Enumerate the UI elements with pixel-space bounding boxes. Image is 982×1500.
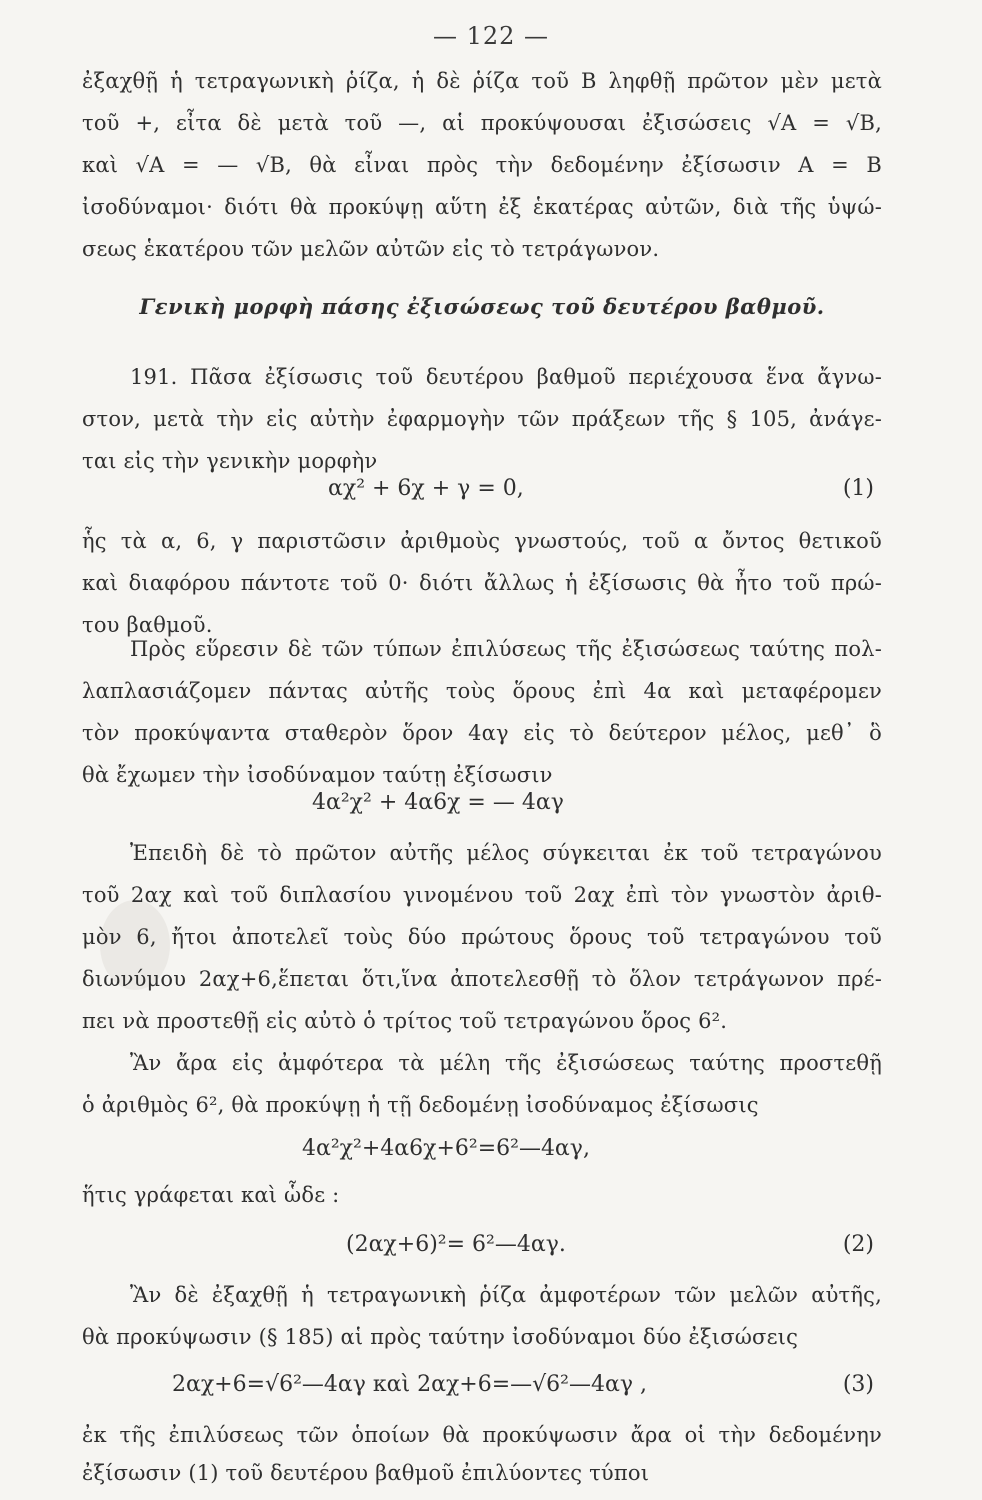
equation-1-number: (1) — [842, 476, 874, 501]
section-heading: Γενικὴ μορφὴ πάσης ἐξισώσεως τοῦ δευτέρου βαθμοῦ. — [139, 294, 825, 319]
text-line: ὁ ἀριθμὸς 6², θὰ προκύψῃ ἡ τῇ δεδομένῃ ἰσοδύναμος ἐξίσωσις — [82, 1093, 759, 1117]
text-line: τὸν προκύψαντα σταθερὸν ὅρον 4αγ εἰς τὸ δεύτερον μέλος, μεθ᾽ ὃ — [82, 721, 882, 745]
text-line: ἥτις γράφεται καὶ ὧδε : — [82, 1183, 340, 1207]
text-line: θὰ προκύψωσιν (§ 185) αἱ πρὸς ταύτην ἰσοδύναμοι δύο ἐξισώσεις — [82, 1325, 799, 1349]
text-line: ἐκ τῆς ἐπιλύσεως τῶν ὁποίων θὰ προκύψωσιν ἄρα οἱ τὴν δεδομένην — [82, 1423, 882, 1447]
page-number: — 122 — — [432, 22, 550, 50]
text-line: πει νὰ προστεθῇ εἰς αὐτὸ ὁ τρίτος τοῦ τετραγώνου ὅρος 6². — [82, 1009, 728, 1033]
text-line: καὶ √Α = — √Β, θὰ εἶναι πρὸς τὴν δεδομένην ἐξίσωσιν Α = Β — [82, 153, 882, 177]
equation-5-number: (3) — [842, 1372, 874, 1397]
text-line: καὶ διαφόρου πάντοτε τοῦ 0· διότι ἄλλως ἡ ἐξίσωσις θὰ ἦτο τοῦ πρώ- — [82, 571, 882, 595]
text-line: Ἐπειδὴ δὲ τὸ πρῶτον αὐτῆς μέλος σύγκειται ἐκ τοῦ τετραγώνου — [130, 841, 882, 865]
text-line: Πρὸς εὕρεσιν δὲ τῶν τύπων ἐπιλύσεως τῆς ἐξισώσεως ταύτης πολ- — [130, 637, 882, 661]
text-line: ἐξίσωσιν (1) τοῦ δευτέρου βαθμοῦ ἐπιλύοντες τύποι — [82, 1461, 650, 1485]
text-line: 191. Πᾶσα ἐξίσωσις τοῦ δευτέρου βαθμοῦ περιέχουσα ἕνα ἄγνω- — [130, 365, 882, 389]
equation-2-body: 4α²χ² + 4α6χ = — 4αγ — [312, 790, 564, 815]
text-line: μὸν 6, ἤτοι ἀποτελεῖ τοὺς δύο πρώτους ὅρους τοῦ τετραγώνου τοῦ — [82, 925, 882, 949]
text-line: ἰσοδύναμοι· διότι θὰ προκύψῃ αὕτη ἐξ ἑκατέρας αὐτῶν, διὰ τῆς ὑψώ- — [82, 195, 882, 219]
text-line: στον, μετὰ τὴν εἰς αὐτὴν ἐφαρμογὴν τῶν πράξεων τῆς § 105, ἀνάγε- — [82, 407, 882, 431]
text-line: Ἂν ἄρα εἰς ἀμφότερα τὰ μέλη τῆς ἐξισώσεως ταύτης προστεθῇ — [130, 1051, 882, 1075]
text-line: του βαθμοῦ. — [82, 613, 213, 637]
equation-4-number: (2) — [842, 1232, 874, 1257]
text-line: σεως ἑκατέρου τῶν μελῶν αὐτῶν εἰς τὸ τετράγωνον. — [82, 237, 660, 261]
text-line: λαπλασιάζομεν πάντας αὐτῆς τοὺς ὅρους ἐπὶ 4α καὶ μεταφέρομεν — [82, 679, 882, 703]
text-line: Ἂν δὲ ἐξαχθῇ ἡ τετραγωνικὴ ῥίζα ἀμφοτέρων τῶν μελῶν αὐτῆς, — [130, 1283, 882, 1307]
text-line: διωνύμου 2αχ+6,ἕπεται ὅτι,ἵνα ἀποτελεσθῇ τὸ ὅλον τετράγωνον πρέ- — [82, 967, 882, 991]
text-line: ἧς τὰ α, 6, γ παριστῶσιν ἀριθμοὺς γνωστούς, τοῦ α ὄντος θετικοῦ — [82, 529, 882, 553]
text-line: τοῦ +, εἶτα δὲ μετὰ τοῦ —, αἱ προκύψουσαι ἐξισώσεις √Α = √Β, — [82, 111, 882, 135]
equation-5-body: 2αχ+6=√6²—4αγ καὶ 2αχ+6=—√6²—4αγ , — [172, 1372, 647, 1397]
equation-4-body: (2αχ+6)²= 6²—4αγ. — [346, 1232, 566, 1257]
text-line: ἐξαχθῇ ἡ τετραγωνικὴ ῥίζα, ἡ δὲ ῥίζα τοῦ Β ληφθῇ πρῶτον μὲν μετὰ — [82, 69, 882, 93]
equation-1-body: αχ² + 6χ + γ = 0, — [328, 476, 524, 501]
equation-3-body: 4α²χ²+4α6χ+6²=6²—4αγ, — [302, 1136, 590, 1161]
text-line: ται εἰς τὴν γενικὴν μορφὴν — [82, 449, 378, 473]
text-line: θὰ ἔχωμεν τὴν ἰσοδύναμον ταύτῃ ἐξίσωσιν — [82, 763, 553, 787]
text-line: τοῦ 2αχ καὶ τοῦ διπλασίου γινομένου τοῦ 2αχ ἐπὶ τὸν γνωστὸν ἀριθ- — [82, 883, 882, 907]
